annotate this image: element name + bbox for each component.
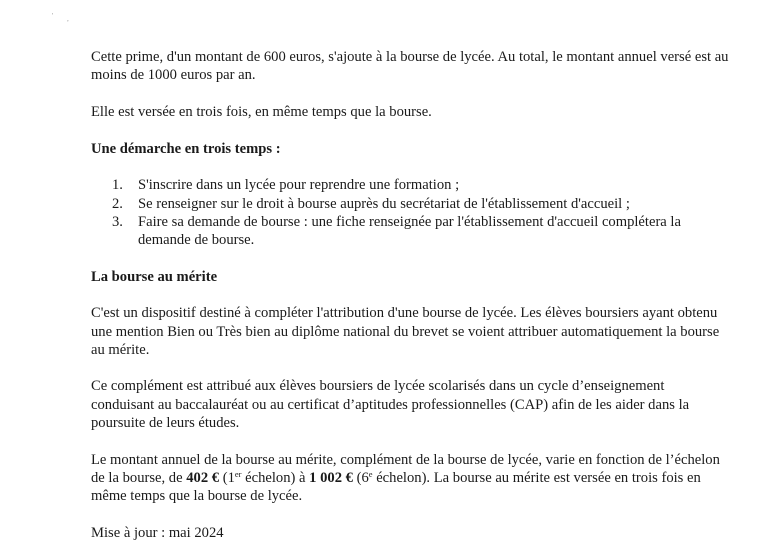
list-text: S'inscrire dans un lycée pour reprendre une formation ; bbox=[138, 177, 460, 194]
list-item bbox=[91, 213, 731, 249]
intro-paragraph-2: Elle est versée en trois fois, en même temps que la bourse. bbox=[91, 103, 432, 120]
merit-paragraph-1: C'est un dispositif destiné à compléter l'attribution d'une bourse de lycée. Les élèves boursiers ayant obtenu une mention Bien ou Très bien au diplôme national du brevet se voient attribuer automatiquement la bourse au mérite. bbox=[91, 305, 720, 358]
amount-min: 402 € bbox=[186, 469, 220, 486]
merit-paragraph-2: Ce complément est attribué aux élèves boursiers de lycée scolarisés dans un cycle d’enseignement conduisant au baccalauréat ou au certificat d’aptitudes professionnelles (CAP) afin de les aider dans la poursuite de leurs études. bbox=[91, 378, 690, 431]
update-date: Mise à jour : mai 2024 bbox=[91, 524, 224, 541]
intro-paragraph-1: Cette prime, d'un montant de 600 euros, s'ajoute à la bourse de lycée. Au total, le montant annuel versé est au moins de 1000 euros par an. bbox=[91, 49, 729, 84]
list-number: 1. bbox=[112, 177, 123, 194]
document-page bbox=[91, 48, 731, 542]
list-text: Faire sa demande de bourse : une fiche renseignée par l'établissement d'accueil complétera la demande de bourse. bbox=[138, 213, 681, 248]
text: échelon) à bbox=[241, 469, 310, 486]
text: échelon). La bourse au mérite est versée en trois fois en même temps que la bourse de lycée. bbox=[91, 469, 701, 504]
superscript: er bbox=[234, 468, 242, 479]
list-item bbox=[91, 176, 731, 194]
text: (6 bbox=[352, 469, 369, 486]
list-text: Se renseigner sur le droit à bourse auprès du secrétariat de l'établissement d'accueil ; bbox=[138, 195, 630, 212]
steps-heading: Une démarche en trois temps : bbox=[91, 140, 281, 157]
list-number: 3. bbox=[112, 213, 123, 230]
list-number: 2. bbox=[112, 195, 123, 212]
merit-paragraph-3 bbox=[91, 451, 731, 506]
text: (1 bbox=[219, 469, 235, 486]
superscript: e bbox=[368, 468, 373, 479]
amount-max: 1 002 € bbox=[309, 469, 353, 486]
text: Le montant annuel de la bourse au mérite, complément de la bourse de lycée, varie en fonction de l’échelon de la bourse, de bbox=[91, 451, 720, 486]
merit-heading: La bourse au mérite bbox=[91, 268, 218, 285]
steps-list bbox=[91, 176, 731, 249]
list-item bbox=[91, 195, 731, 213]
